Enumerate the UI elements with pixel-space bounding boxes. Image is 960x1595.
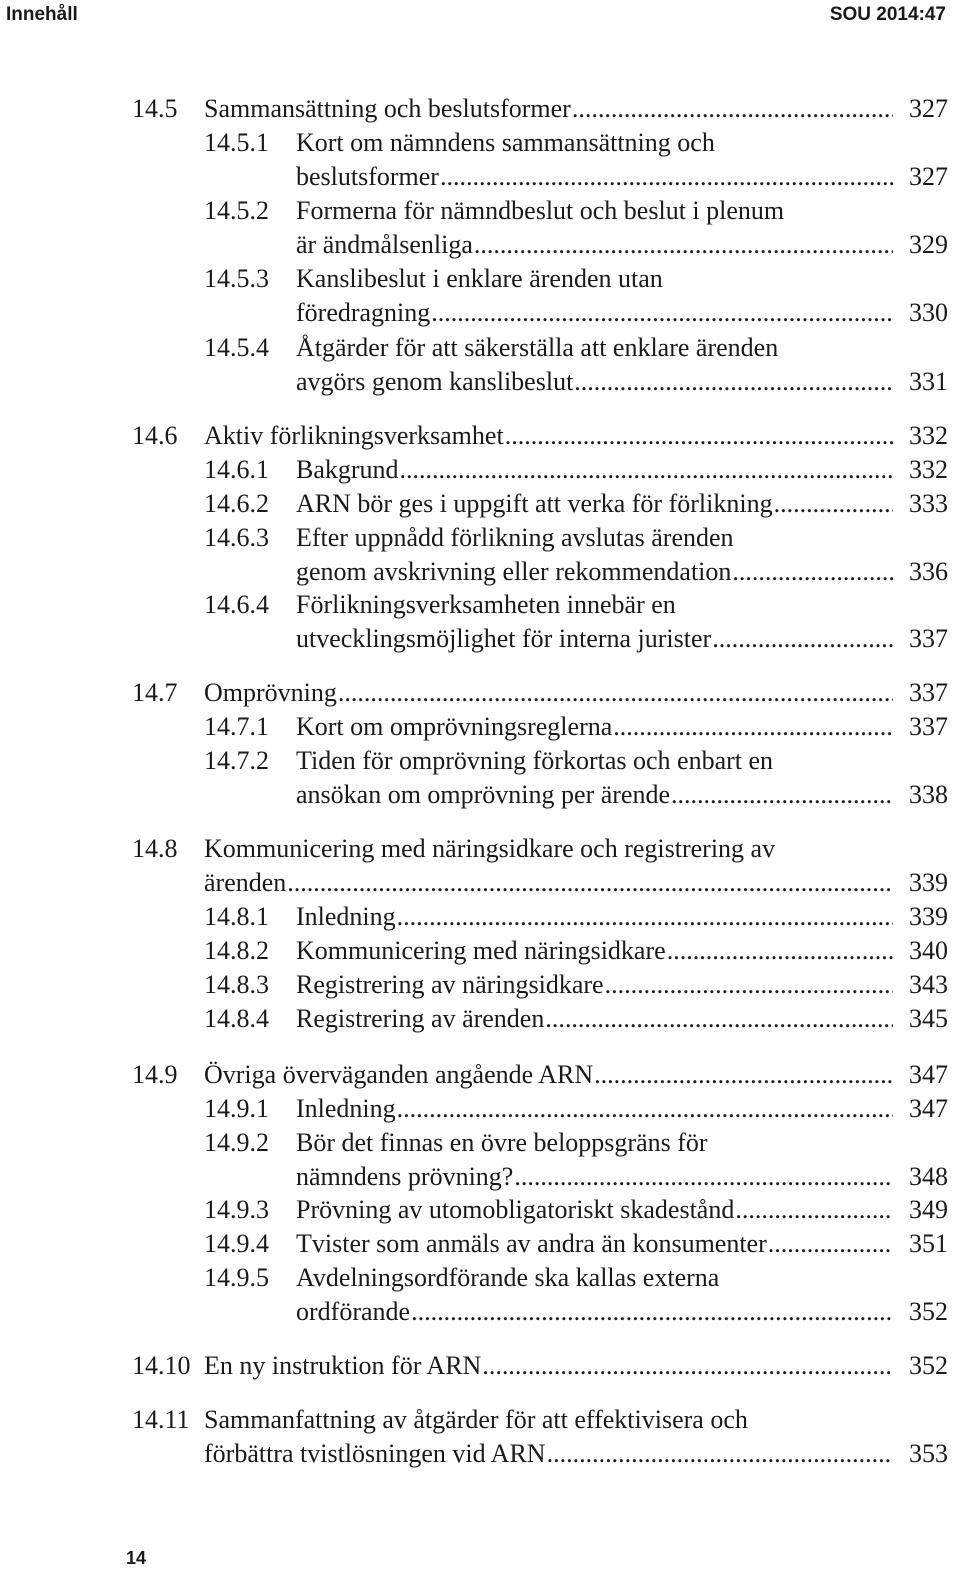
- toc-section-number: 14.8.3: [204, 970, 269, 999]
- toc-title-line: [296, 453, 894, 487]
- dot-leader: [774, 487, 893, 521]
- toc-section-number: 14.7.2: [204, 746, 269, 775]
- toc-title: Prövning av utomobligatoriskt skadestånd: [296, 1195, 735, 1224]
- toc-section-number: 14.9.2: [204, 1128, 269, 1157]
- toc-page-number: 331: [909, 367, 948, 396]
- toc-title: Bakgrund: [296, 455, 399, 484]
- toc-title: Åtgärder för att säkerställa att enklare ärenden: [296, 333, 779, 362]
- toc-title-line: [296, 934, 894, 968]
- toc-title: beslutsformer: [296, 162, 439, 191]
- toc-title: genom avskrivning eller rekommendation: [296, 557, 732, 586]
- toc-title-line: [204, 1437, 894, 1471]
- toc-page-number: 337: [909, 624, 948, 653]
- toc-page-number: 327: [909, 162, 948, 191]
- toc-entry: [0, 744, 960, 778]
- toc-page-number: 347: [909, 1094, 948, 1123]
- toc-title: Avdelningsordförande ska kallas externa: [296, 1263, 720, 1292]
- toc-title: Sammansättning och beslutsformer: [204, 94, 571, 123]
- toc-section-number: 14.5.4: [204, 333, 269, 362]
- toc-title: Kommunicering med näringsidkare: [296, 936, 666, 965]
- toc-entry: [0, 1193, 960, 1227]
- toc-title: Kanslibeslut i enklare ärenden utan: [296, 264, 663, 293]
- toc-section-number: 14.5.2: [204, 196, 269, 225]
- toc-page-number: 340: [909, 936, 948, 965]
- toc-entry: [0, 521, 960, 555]
- dot-leader: [505, 419, 893, 453]
- toc-title-line: [204, 1349, 894, 1383]
- toc-title: ärenden: [204, 868, 287, 897]
- toc-title-line: [204, 866, 894, 900]
- toc-title: Övriga överväganden angående ARN: [204, 1060, 594, 1089]
- toc-title: Bör det finnas en övre beloppsgräns för: [296, 1128, 708, 1157]
- toc-entry: [0, 832, 960, 866]
- toc-title-line: [204, 1058, 894, 1092]
- toc-entry: [0, 676, 960, 710]
- toc-title-line: [296, 968, 894, 1002]
- toc-section-number: 14.6.4: [204, 590, 269, 619]
- toc-entry: [0, 1002, 960, 1036]
- toc-page-number: 337: [909, 678, 948, 707]
- toc-entry: [0, 1092, 960, 1126]
- dot-leader: [440, 160, 893, 194]
- toc-title-line: [296, 296, 894, 330]
- toc-section-number: 14.11: [132, 1405, 190, 1434]
- toc-entry: [0, 487, 960, 521]
- toc-section-number: 14.9.4: [204, 1229, 269, 1258]
- toc-entry: [0, 900, 960, 934]
- toc-page-number: 338: [909, 780, 948, 809]
- toc-section-number: 14.9: [132, 1060, 178, 1089]
- toc-page-number: 352: [909, 1351, 948, 1380]
- dot-leader: [474, 228, 893, 262]
- toc-section-number: 14.6.3: [204, 523, 269, 552]
- toc-title: ARN bör ges i uppgift att verka för förlikning: [296, 489, 773, 518]
- toc-entry: [0, 1261, 960, 1295]
- dot-leader: [411, 1295, 893, 1329]
- toc-title: Kort om omprövningsreglerna: [296, 712, 613, 741]
- toc-entry: [0, 1349, 960, 1383]
- toc-page-number: 348: [909, 1162, 948, 1191]
- toc-title: ansökan om omprövning per ärende: [296, 780, 671, 809]
- toc-entry: [0, 92, 960, 126]
- toc-title: avgörs genom kanslibeslut: [296, 367, 574, 396]
- toc-entry: [0, 1403, 960, 1437]
- toc-title-line: [296, 160, 894, 194]
- toc-page-number: 345: [909, 1004, 948, 1033]
- toc-section-number: 14.6.1: [204, 455, 269, 484]
- toc-entry-continuation: [0, 365, 960, 399]
- toc-entry: [0, 1227, 960, 1261]
- toc-title: Kort om nämndens sammansättning och: [296, 128, 715, 157]
- toc-entry: [0, 968, 960, 1002]
- toc-title: Formerna för nämndbeslut och beslut i plenum: [296, 196, 785, 225]
- dot-leader: [514, 1160, 893, 1194]
- toc-title-line: [204, 1403, 748, 1437]
- toc-title-line: [296, 900, 894, 934]
- toc-title-line: [296, 710, 894, 744]
- toc-entry: [0, 419, 960, 453]
- toc-title: Förlikningsverksamheten innebär en: [296, 590, 676, 619]
- header-section-title: Innehåll: [6, 4, 78, 25]
- toc-entry: [0, 710, 960, 744]
- toc-entry-continuation: [0, 1437, 960, 1471]
- toc-page-number: 332: [909, 455, 948, 484]
- dot-leader: [431, 296, 893, 330]
- toc-entry-continuation: [0, 778, 960, 812]
- toc-title-line: [296, 622, 894, 656]
- toc-page-number: 333: [909, 489, 948, 518]
- toc-title: Tiden för omprövning förkortas och enbart en: [296, 746, 774, 775]
- toc-entry-continuation: [0, 1295, 960, 1329]
- toc-title-line: [296, 744, 773, 778]
- toc-page-number: 327: [909, 94, 948, 123]
- toc-section-number: 14.9.1: [204, 1094, 269, 1123]
- toc-entry-continuation: [0, 555, 960, 589]
- toc-title: är ändmålsenliga: [296, 230, 473, 259]
- toc-title-line: [204, 832, 775, 866]
- toc-entry: [0, 588, 960, 622]
- toc-title-line: [296, 1227, 894, 1261]
- toc-title-line: [296, 778, 894, 812]
- toc-section-number: 14.8.2: [204, 936, 269, 965]
- dot-leader: [613, 710, 893, 744]
- toc-entry: [0, 126, 960, 160]
- toc-title-line: [204, 419, 894, 453]
- toc-title-line: [296, 1092, 894, 1126]
- toc-title-line: [296, 1261, 719, 1295]
- toc-section-number: 14.5: [132, 94, 178, 123]
- toc-entry-continuation: [0, 866, 960, 900]
- toc-section-number: 14.7: [132, 678, 178, 707]
- toc-page-number: 336: [909, 557, 948, 586]
- dot-leader: [572, 92, 893, 126]
- dot-leader: [671, 778, 893, 812]
- dot-leader: [605, 968, 893, 1002]
- toc-title-line: [296, 262, 663, 296]
- toc-title-line: [296, 126, 715, 160]
- dot-leader: [482, 1349, 893, 1383]
- toc-title: Sammanfattning av åtgärder för att effektivisera och: [204, 1405, 748, 1434]
- toc-entry: [0, 194, 960, 228]
- toc-title-line: [296, 365, 894, 399]
- toc-title-line: [296, 555, 894, 589]
- toc-title: nämndens prövning?: [296, 1162, 514, 1191]
- toc-entry-continuation: [0, 622, 960, 656]
- toc-entry: [0, 934, 960, 968]
- toc-title: utvecklingsmöjlighet för interna jurister: [296, 624, 712, 653]
- toc-title: förbättra tvistlösningen vid ARN: [204, 1439, 546, 1468]
- toc-page-number: 349: [909, 1195, 948, 1224]
- dot-leader: [397, 1092, 893, 1126]
- page-number: 14: [126, 1548, 147, 1568]
- dot-leader: [712, 622, 893, 656]
- toc-title: Omprövning: [204, 678, 337, 707]
- toc-entry-continuation: [0, 296, 960, 330]
- dot-leader: [287, 866, 893, 900]
- toc-page-number: 332: [909, 421, 948, 450]
- toc-page-number: 353: [909, 1439, 948, 1468]
- toc-title-line: [296, 194, 784, 228]
- toc-section-number: 14.8.4: [204, 1004, 269, 1033]
- dot-leader: [768, 1227, 893, 1261]
- toc-section-number: 14.9.5: [204, 1263, 269, 1292]
- toc-title-line: [296, 331, 778, 365]
- toc-page-number: 337: [909, 712, 948, 741]
- toc-section-number: 14.6.2: [204, 489, 269, 518]
- header-document-id: SOU 2014:47: [829, 4, 946, 25]
- toc-section-number: 14.8: [132, 834, 178, 863]
- toc-title: Efter uppnådd förlikning avslutas ärenden: [296, 523, 734, 552]
- toc-title: Kommunicering med näringsidkare och registrering av: [204, 834, 776, 863]
- toc-section-number: 14.7.1: [204, 712, 269, 741]
- toc-entry-continuation: [0, 1160, 960, 1194]
- dot-leader: [594, 1058, 893, 1092]
- toc-title: ordförande: [296, 1297, 411, 1326]
- dot-leader: [338, 676, 893, 710]
- toc-section-number: 14.5.3: [204, 264, 269, 293]
- toc-section-number: 14.9.3: [204, 1195, 269, 1224]
- toc-page-number: 330: [909, 298, 948, 327]
- dot-leader: [735, 1193, 893, 1227]
- toc-entry: [0, 1058, 960, 1092]
- toc-entry-continuation: [0, 160, 960, 194]
- toc-title-line: [296, 521, 734, 555]
- toc-entry: [0, 453, 960, 487]
- toc-section-number: 14.5.1: [204, 128, 269, 157]
- toc-title-line: [296, 1295, 894, 1329]
- toc-page-number: 352: [909, 1297, 948, 1326]
- toc-entry: [0, 331, 960, 365]
- toc-title: Aktiv förlikningsverksamhet: [204, 421, 504, 450]
- dot-leader: [574, 365, 893, 399]
- dot-leader: [732, 555, 893, 589]
- toc-title: En ny instruktion för ARN: [204, 1351, 482, 1380]
- toc-page-number: 351: [909, 1229, 948, 1258]
- dot-leader: [667, 934, 893, 968]
- toc-entry: [0, 1126, 960, 1160]
- toc-title-line: [204, 676, 894, 710]
- toc-title-line: [296, 588, 676, 622]
- toc-title-line: [296, 487, 894, 521]
- toc-title: Inledning: [296, 902, 396, 931]
- toc-page-number: 329: [909, 230, 948, 259]
- toc-section-number: 14.8.1: [204, 902, 269, 931]
- dot-leader: [547, 1437, 893, 1471]
- dot-leader: [400, 453, 893, 487]
- toc-page-number: 339: [909, 902, 948, 931]
- toc-title-line: [296, 1193, 894, 1227]
- toc-title-line: [296, 1002, 894, 1036]
- dot-leader: [397, 900, 893, 934]
- toc-section-number: 14.6: [132, 421, 178, 450]
- toc-title-line: [204, 92, 894, 126]
- toc-entry-continuation: [0, 228, 960, 262]
- toc-page-number: 347: [909, 1060, 948, 1089]
- toc-section-number: 14.10: [132, 1351, 191, 1380]
- toc-title: Tvister som anmäls av andra än konsumenter: [296, 1229, 767, 1258]
- toc-page-number: 339: [909, 868, 948, 897]
- toc-title-line: [296, 228, 894, 262]
- toc-title-line: [296, 1160, 894, 1194]
- toc-title: Registrering av näringsidkare: [296, 970, 604, 999]
- toc-title: Registrering av ärenden: [296, 1004, 545, 1033]
- toc-title: föredragning: [296, 298, 431, 327]
- dot-leader: [545, 1002, 893, 1036]
- toc-page-number: 343: [909, 970, 948, 999]
- toc-title: Inledning: [296, 1094, 396, 1123]
- toc-title-line: [296, 1126, 708, 1160]
- toc-entry: [0, 262, 960, 296]
